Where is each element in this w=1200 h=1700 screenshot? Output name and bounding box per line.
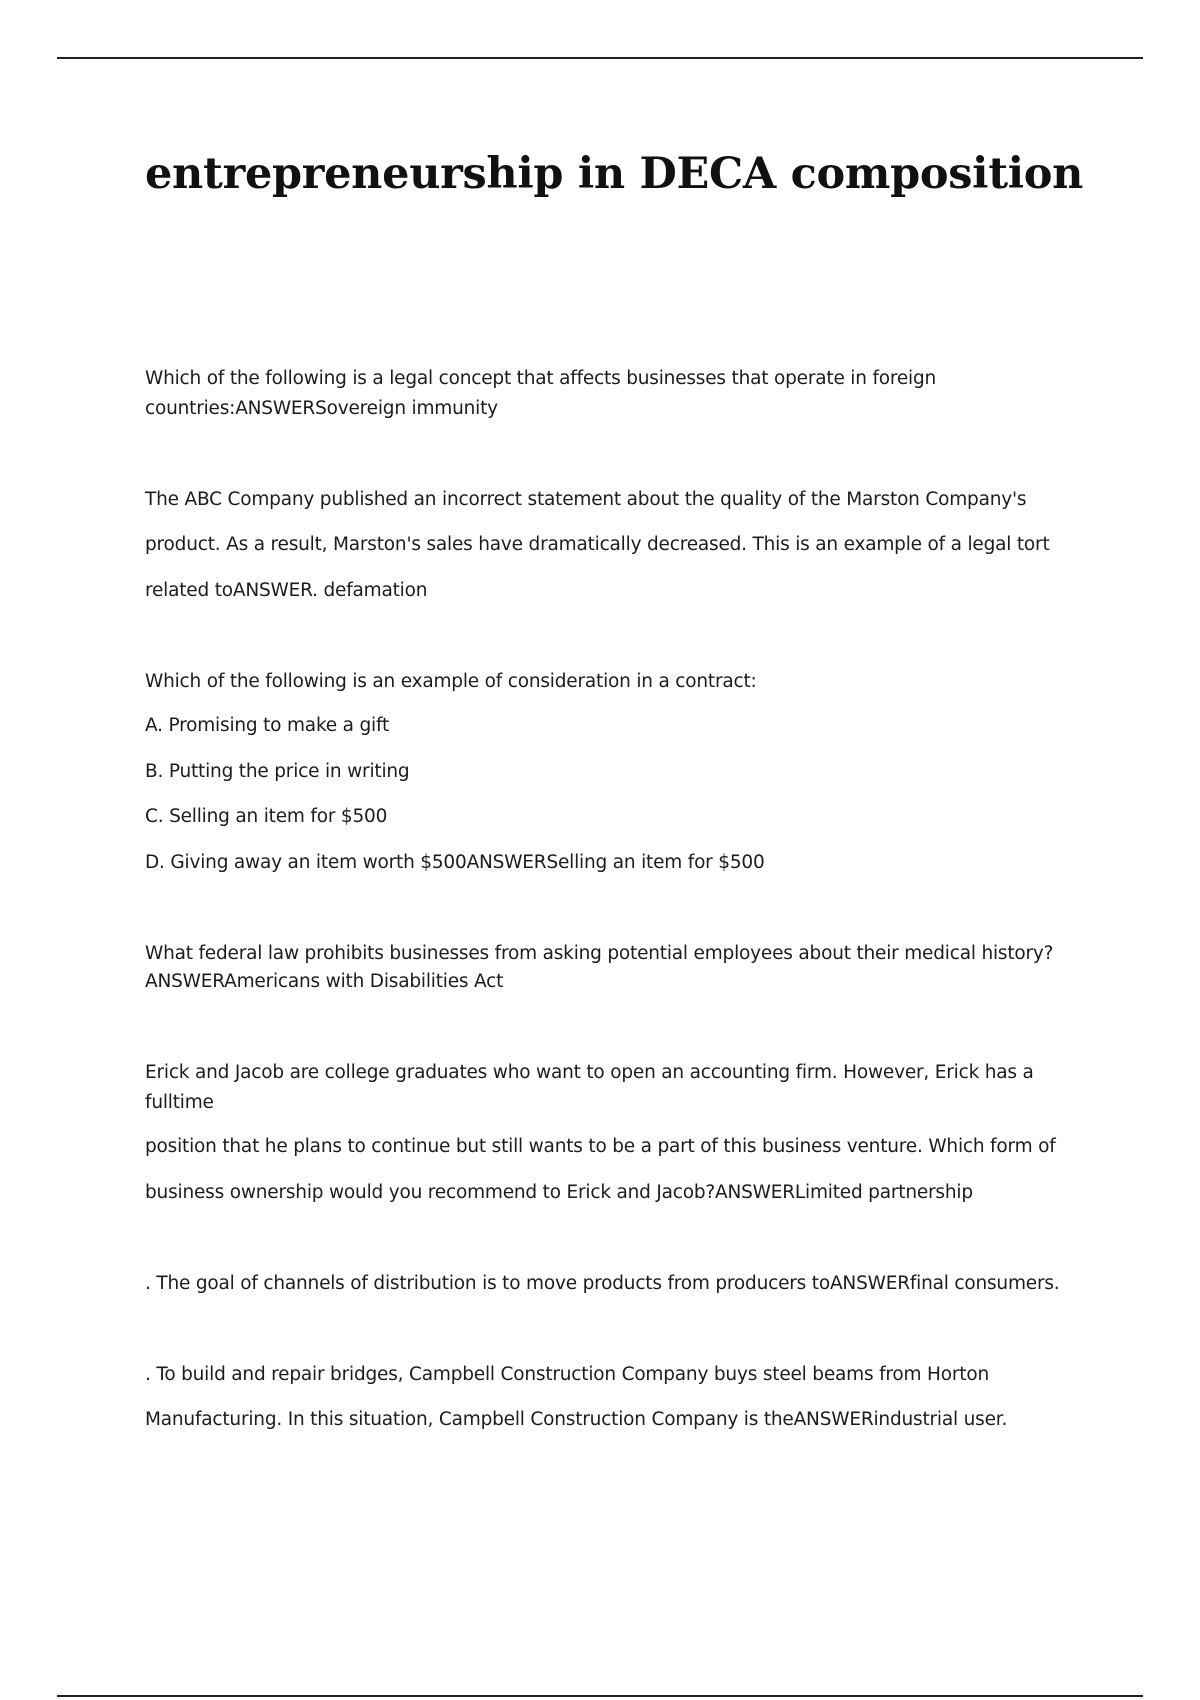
question-2-line-1: The ABC Company published an incorrect statement about the quality of the Marston Company's <box>145 489 1027 510</box>
question-5-line-2: fulltime <box>145 1092 214 1113</box>
question-5-line-3: position that he plans to continue but still wants to be a part of this business venture. Which form of <box>145 1136 1056 1157</box>
question-5-line-1: Erick and Jacob are college graduates who want to open an accounting firm. However, Erick has a <box>145 1062 1034 1083</box>
question-3-text: Which of the following is an example of consideration in a contract: <box>145 671 757 692</box>
document-title: entrepreneurship in DECA composition <box>145 149 1084 199</box>
question-3-option-d: D. Giving away an item worth $500ANSWERSelling an item for $500 <box>145 852 765 873</box>
question-1-line-1: Which of the following is a legal concept that affects businesses that operate in foreign <box>145 368 937 389</box>
question-2-line-3: related toANSWER. defamation <box>145 580 428 601</box>
question-5-line-4: business ownership would you recommend to Erick and Jacob?ANSWERLimited partnership <box>145 1182 973 1203</box>
question-2-line-2: product. As a result, Marston's sales have dramatically decreased. This is an example of a legal tort <box>145 534 1050 555</box>
question-7-line-2: Manufacturing. In this situation, Campbell Construction Company is theANSWERindustrial user. <box>145 1409 1008 1430</box>
question-3-option-a: A. Promising to make a gift <box>145 715 389 736</box>
question-4-line-2: ANSWERAmericans with Disabilities Act <box>145 971 504 992</box>
question-6-line-1: . The goal of channels of distribution is to move products from producers toANSWERfinal consumers. <box>145 1273 1060 1294</box>
question-3-option-c: C. Selling an item for $500 <box>145 806 388 827</box>
bottom-rule <box>57 1695 1143 1697</box>
question-7-line-1: . To build and repair bridges, Campbell Construction Company buys steel beams from Horton <box>145 1364 989 1385</box>
question-3-option-b: B. Putting the price in writing <box>145 761 410 782</box>
top-rule <box>57 57 1143 59</box>
question-1-line-2: countries:ANSWERSovereign immunity <box>145 398 498 419</box>
question-4-line-1: What federal law prohibits businesses from asking potential employees about their medical history? <box>145 943 1054 964</box>
